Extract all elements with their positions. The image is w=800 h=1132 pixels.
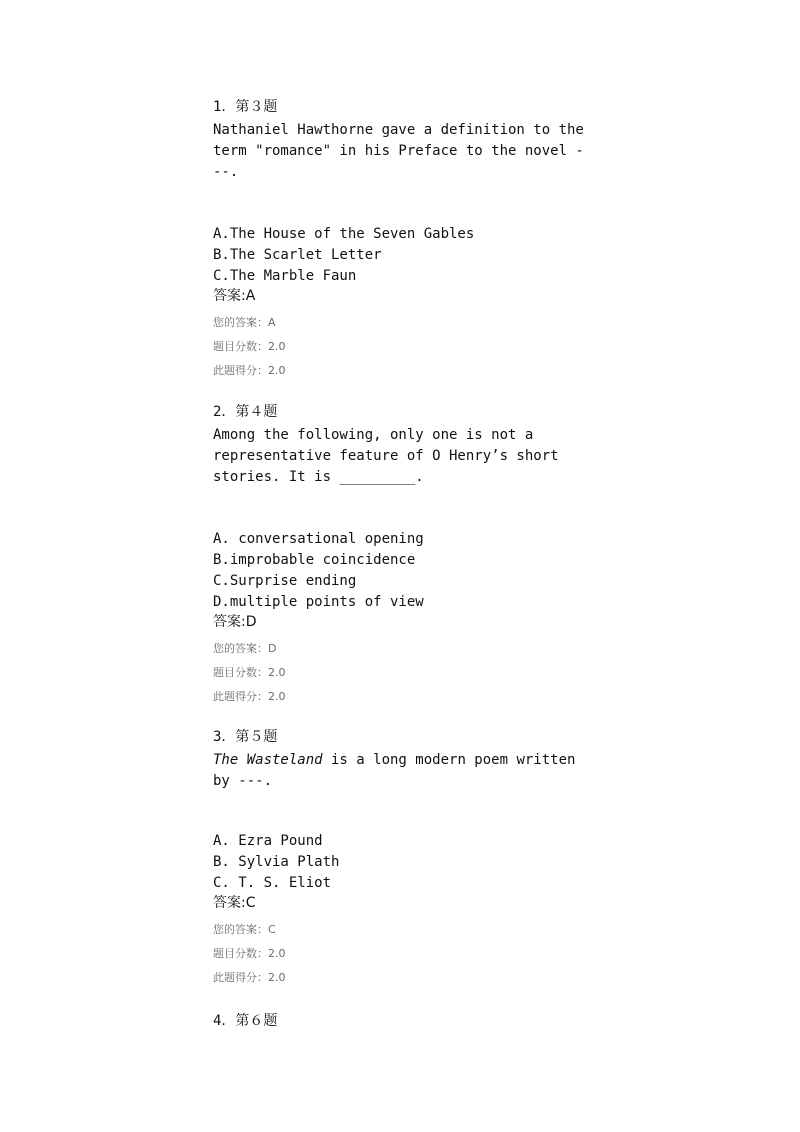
question-text-rest: is a long modern poem written by ---. <box>213 752 584 789</box>
option-c: C.The Marble Faun <box>213 268 357 284</box>
option-a: A. Ezra Pound <box>213 833 323 849</box>
option-c: C.Surprise ending <box>213 573 357 589</box>
question-2 <box>213 403 613 703</box>
options-list <box>213 529 613 613</box>
question-number: 4．第６题 <box>213 1013 278 1029</box>
question-points: 题目分数：2.0 <box>213 340 286 353</box>
option-b: B.improbable coincidence <box>213 552 416 568</box>
question-1 <box>213 98 613 377</box>
question-points: 题目分数：2.0 <box>213 666 286 679</box>
option-a: A.The House of the Seven Gables <box>213 226 475 242</box>
question-score: 此题得分：2.0 <box>213 971 286 984</box>
correct-answer: 答案:A <box>213 288 256 304</box>
question-score: 此题得分：2.0 <box>213 364 286 377</box>
question-text <box>213 750 591 792</box>
option-a: A. conversational opening <box>213 531 424 547</box>
question-number: 2．第４题 <box>213 404 278 420</box>
option-b: B. Sylvia Plath <box>213 854 340 870</box>
option-b: B.The Scarlet Letter <box>213 247 382 263</box>
question-text: Nathaniel Hawthorne gave a definition to the term "romance" in his Preface to the novel ---. <box>213 122 593 180</box>
poem-title: The Wasteland <box>213 752 323 768</box>
options-list <box>213 224 613 287</box>
option-d: D.multiple points of view <box>213 594 424 610</box>
question-4 <box>213 1012 613 1030</box>
correct-answer: 答案:D <box>213 614 257 630</box>
correct-answer: 答案:C <box>213 895 256 911</box>
question-text: Among the following, only one is not a representative feature of O Henry’s short stories. It is _________. <box>213 427 568 485</box>
question-number: 3．第５题 <box>213 729 278 745</box>
your-answer: 您的答案：A <box>213 316 276 329</box>
your-answer: 您的答案：C <box>213 923 276 936</box>
question-3 <box>213 728 613 984</box>
question-points: 题目分数：2.0 <box>213 947 286 960</box>
your-answer: 您的答案：D <box>213 642 277 655</box>
options-list <box>213 831 613 894</box>
option-c: C. T. S. Eliot <box>213 875 332 891</box>
question-number: 1．第３题 <box>213 99 278 115</box>
question-score: 此题得分：2.0 <box>213 690 286 703</box>
